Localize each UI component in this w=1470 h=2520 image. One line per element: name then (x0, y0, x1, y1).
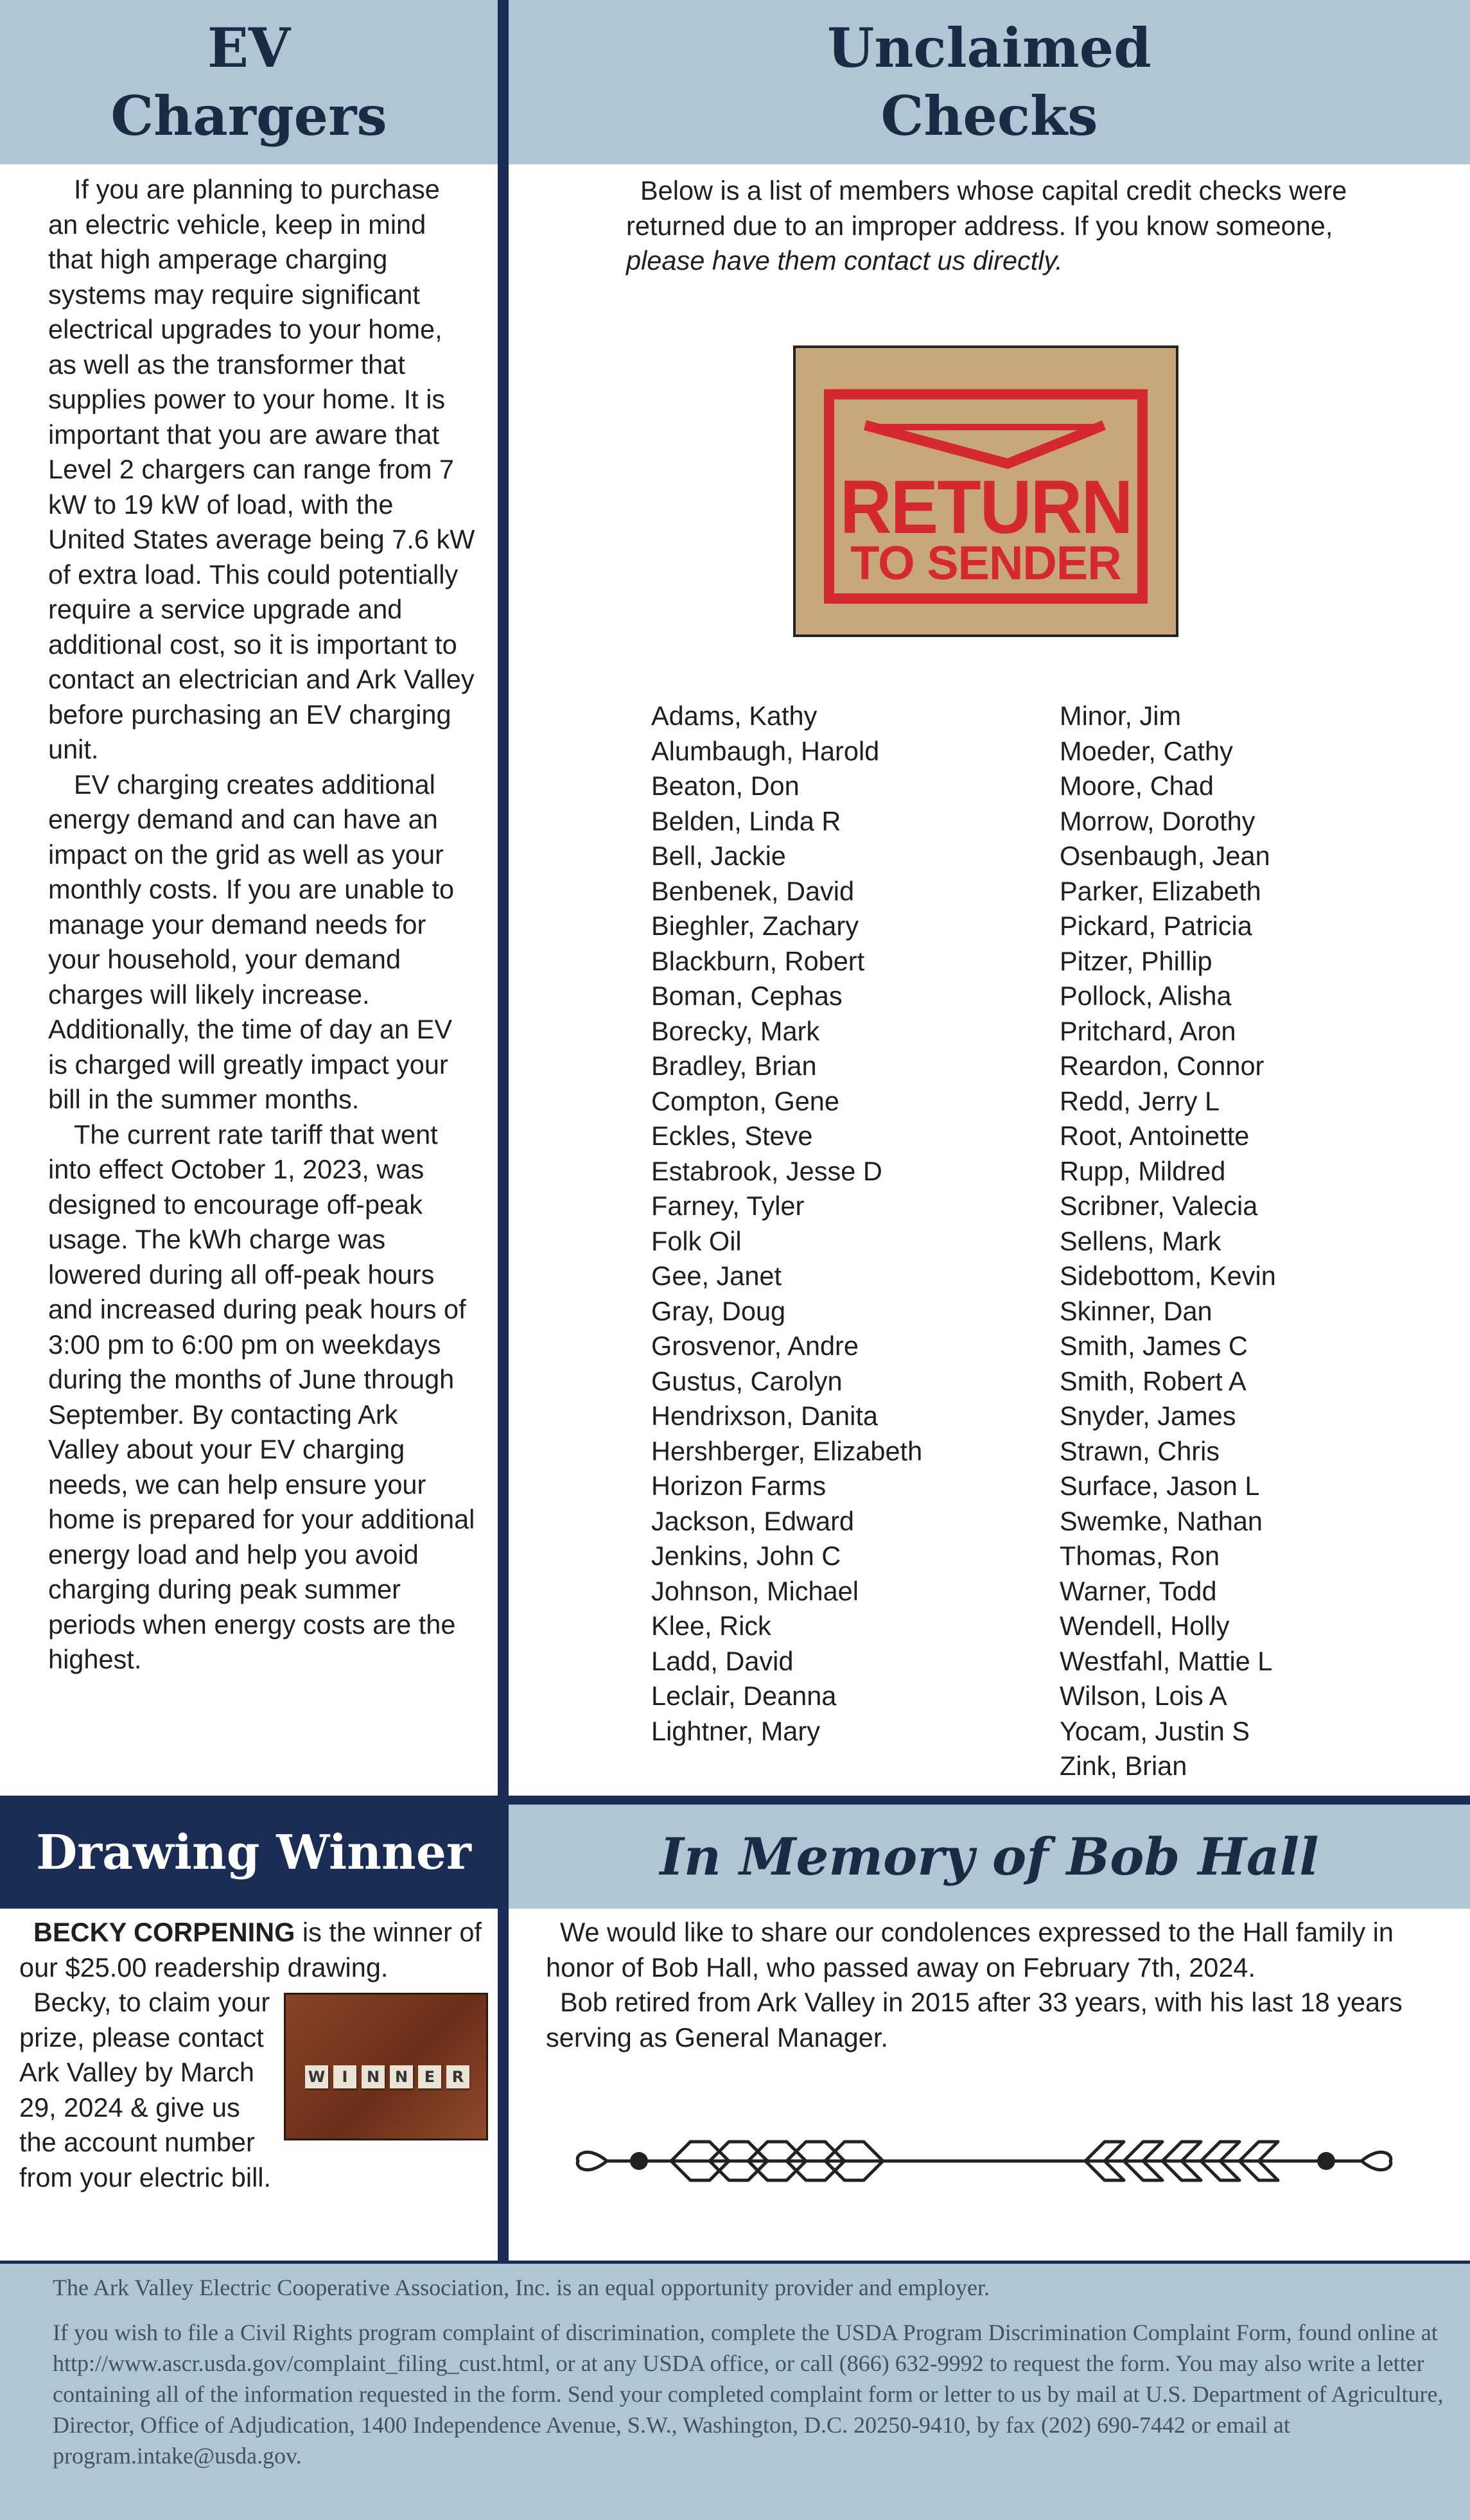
member-name: Swemke, Nathan (1060, 1505, 1263, 1536)
ev-paragraph-2: EV charging creates additional energy demand and can have an impact on the grid as well as your monthly costs. If you are unable to manage your demand needs for your household, your demand charges will likely increase. Additionally, the time of day an EV is charged will greatly impact your bill in the summer months. (48, 769, 455, 1114)
member-name: Hendrixson, Danita (651, 1401, 878, 1431)
ev-title-line2: Chargers (110, 84, 387, 148)
member-name: Johnson, Michael (651, 1575, 859, 1606)
drawing-article (19, 1915, 488, 2195)
member-name: Folk Oil (651, 1225, 742, 1256)
member-name: Thomas, Ron (1060, 1541, 1220, 1571)
winner-tiles (305, 2065, 472, 2088)
stamp-line-2: TO SENDER (850, 536, 1121, 590)
member-name: Gustus, Carolyn (651, 1365, 843, 1396)
checks-title-line1: Unclaimed (827, 16, 1151, 80)
member-name: Hershberger, Elizabeth (651, 1435, 923, 1466)
member-name: Surface, Jason L (1060, 1471, 1260, 1501)
member-name: Redd, Jerry L (1060, 1085, 1220, 1116)
member-name: Lightner, Mary (651, 1715, 820, 1746)
member-name: Horizon Farms (651, 1471, 827, 1501)
drawing-line-2: Becky, to claim your prize, please contact Ark Valley by March 29, 2024 & give us the account number from your electric bill. (19, 1987, 272, 2192)
member-name: Belden, Linda R (651, 805, 841, 836)
member-name: Root, Antoinette (1060, 1121, 1250, 1151)
member-name: Pitzer, Phillip (1060, 945, 1212, 976)
member-name: Leclair, Deanna (651, 1681, 837, 1711)
member-name: Scribner, Valecia (1060, 1191, 1258, 1221)
ev-paragraph-3: The current rate tariff that went into effect October 1, 2023, was designed to encourage off-peak usage. The kWh charge was lowered during all off-peak hours and increased during peak hours of 3:00 pm to 6:00 pm on weekdays during the months of June through September. By contacting Ark Valley about your EV charging needs, we can help ensure your home is prepared for your additional energy load and help you avoid charging during peak summer periods when energy costs are the highest. (48, 1119, 475, 1674)
column-divider-top (498, 0, 509, 1798)
arrow-ornament (575, 2119, 1394, 2203)
ev-article (48, 172, 475, 1677)
member-name: Compton, Gene (651, 1085, 839, 1116)
checks-intro-emphasis: please have them contact us directly. (626, 245, 1063, 276)
member-name: Sellens, Mark (1060, 1225, 1221, 1256)
member-name: Rupp, Mildred (1060, 1155, 1226, 1186)
member-name: Osenbaugh, Jean (1060, 841, 1270, 871)
member-name: Estabrook, Jesse D (651, 1155, 882, 1186)
member-name: Pritchard, Aron (1060, 1015, 1236, 1046)
member-name: Wilson, Lois A (1060, 1681, 1227, 1711)
member-name: Bradley, Brian (651, 1051, 817, 1081)
member-name: Zink, Brian (1060, 1751, 1187, 1781)
checks-title (509, 14, 1470, 150)
winner-image (284, 1993, 488, 2140)
ev-title-line1: EV (207, 16, 291, 80)
member-name: Adams, Kathy (651, 701, 818, 731)
member-name: Eckles, Steve (651, 1121, 813, 1151)
member-name: Reardon, Connor (1060, 1051, 1264, 1081)
member-name: Jackson, Edward (651, 1505, 855, 1536)
letter-tile: W (305, 2065, 328, 2088)
letter-tile: N (362, 2065, 385, 2088)
member-name: Yocam, Justin S (1060, 1715, 1250, 1746)
member-name: Wendell, Holly (1060, 1611, 1230, 1641)
member-name: Parker, Elizabeth (1060, 875, 1261, 906)
member-name: Blackburn, Robert (651, 945, 865, 976)
winner-name: BECKY CORPENING (33, 1917, 295, 1947)
drawing-line-1: is the winner of our $25.00 readership drawing. (19, 1917, 482, 1982)
member-name: Warner, Todd (1060, 1575, 1217, 1606)
member-name: Bieghler, Zachary (651, 911, 859, 941)
member-name: Strawn, Chris (1060, 1435, 1220, 1466)
memory-title: In Memory of Bob Hall (660, 1826, 1319, 1887)
member-name: Jenkins, John C (651, 1541, 841, 1571)
member-name: Gee, Janet (651, 1261, 782, 1291)
letter-tile: R (446, 2065, 469, 2088)
member-name: Smith, James C (1060, 1331, 1248, 1361)
names-list-right (1060, 699, 1419, 1784)
member-name: Boman, Cephas (651, 981, 843, 1011)
member-name: Minor, Jim (1060, 701, 1182, 731)
stamp-line-1: RETURN (839, 464, 1132, 550)
member-name: Klee, Rick (651, 1611, 771, 1641)
member-name: Pickard, Patricia (1060, 911, 1252, 941)
return-to-sender-image (793, 346, 1178, 637)
footer-text (53, 2272, 1446, 2471)
member-name: Grosvenor, Andre (651, 1331, 859, 1361)
member-name: Snyder, James (1060, 1401, 1236, 1431)
member-name: Moore, Chad (1060, 771, 1214, 801)
footer-line-2: If you wish to file a Civil Rights program complaint of discrimination, complete the USDA Program Discrimination Complaint Form, found online at http://www.ascr.usda.gov/complaint_filing_cust.html, or at any USDA office, or call (866) 632-9992 to request the form. You may also write a letter containing all of the information requested in the form. Send your completed complaint form or letter to us by mail at U.S. Department of Agriculture, Director, Office of Adjudication, 1400 Independence Avenue, S.W., Washington, D.C. 20250-9410, by fax (202) 690-7442 or email at program.intake@usda.gov. (53, 2320, 1444, 2469)
names-list-left (651, 699, 1011, 1749)
member-name: Westfahl, Mattie L (1060, 1645, 1273, 1676)
member-name: Beaton, Don (651, 771, 800, 801)
member-name: Benbenek, David (651, 875, 855, 906)
member-name: Moeder, Cathy (1060, 735, 1233, 766)
member-name: Skinner, Dan (1060, 1295, 1212, 1326)
member-name: Alumbaugh, Harold (651, 735, 880, 766)
member-name: Smith, Robert A (1060, 1365, 1247, 1396)
ev-paragraph-1: If you are planning to purchase an electric vehicle, keep in mind that high amperage charging systems may require significant electrical upgrades to your home, as well as the transformer that supplies power to your home. It is important that you are aware that Level 2 chargers can range from 7 kW to 19 kW of load, with the United States average being 7.6 kW of extra load. This could potentially require a service upgrade and additional cost, so it is important to contact an electrician and Ark Valley before purchasing an EV charging unit. (48, 174, 475, 764)
drawing-title: Drawing Winner (36, 1825, 471, 1880)
member-name: Borecky, Mark (651, 1015, 820, 1046)
member-name: Pollock, Alisha (1060, 981, 1232, 1011)
checks-intro-text: Below is a list of members whose capital credit checks were returned due to an improper address. If you know someone, (626, 175, 1347, 241)
memory-paragraph-1: We would like to share our condolences expressed to the Hall family in honor of Bob Hall, who passed away on February 7th, 2024. (546, 1917, 1394, 1982)
member-name: Farney, Tyler (651, 1191, 805, 1221)
member-name: Morrow, Dorothy (1060, 805, 1256, 836)
letter-tile: N (390, 2065, 413, 2088)
member-name: Bell, Jackie (651, 841, 786, 871)
memory-article (546, 1915, 1439, 2055)
checks-title-line2: Checks (880, 84, 1098, 148)
checks-intro (626, 173, 1365, 279)
footer-line-1: The Ark Valley Electric Cooperative Association, Inc. is an equal opportunity provider and employer. (53, 2275, 990, 2300)
memory-paragraph-2: Bob retired from Ark Valley in 2015 after 33 years, with his last 18 years serving as General Manager. (546, 1987, 1403, 2052)
section-divider-horizontal (0, 1796, 1470, 1805)
member-name: Sidebottom, Kevin (1060, 1261, 1276, 1291)
letter-tile: I (333, 2065, 356, 2088)
member-name: Gray, Doug (651, 1295, 786, 1326)
member-name: Ladd, David (651, 1645, 794, 1676)
letter-tile: E (418, 2065, 441, 2088)
ev-title (0, 14, 498, 150)
